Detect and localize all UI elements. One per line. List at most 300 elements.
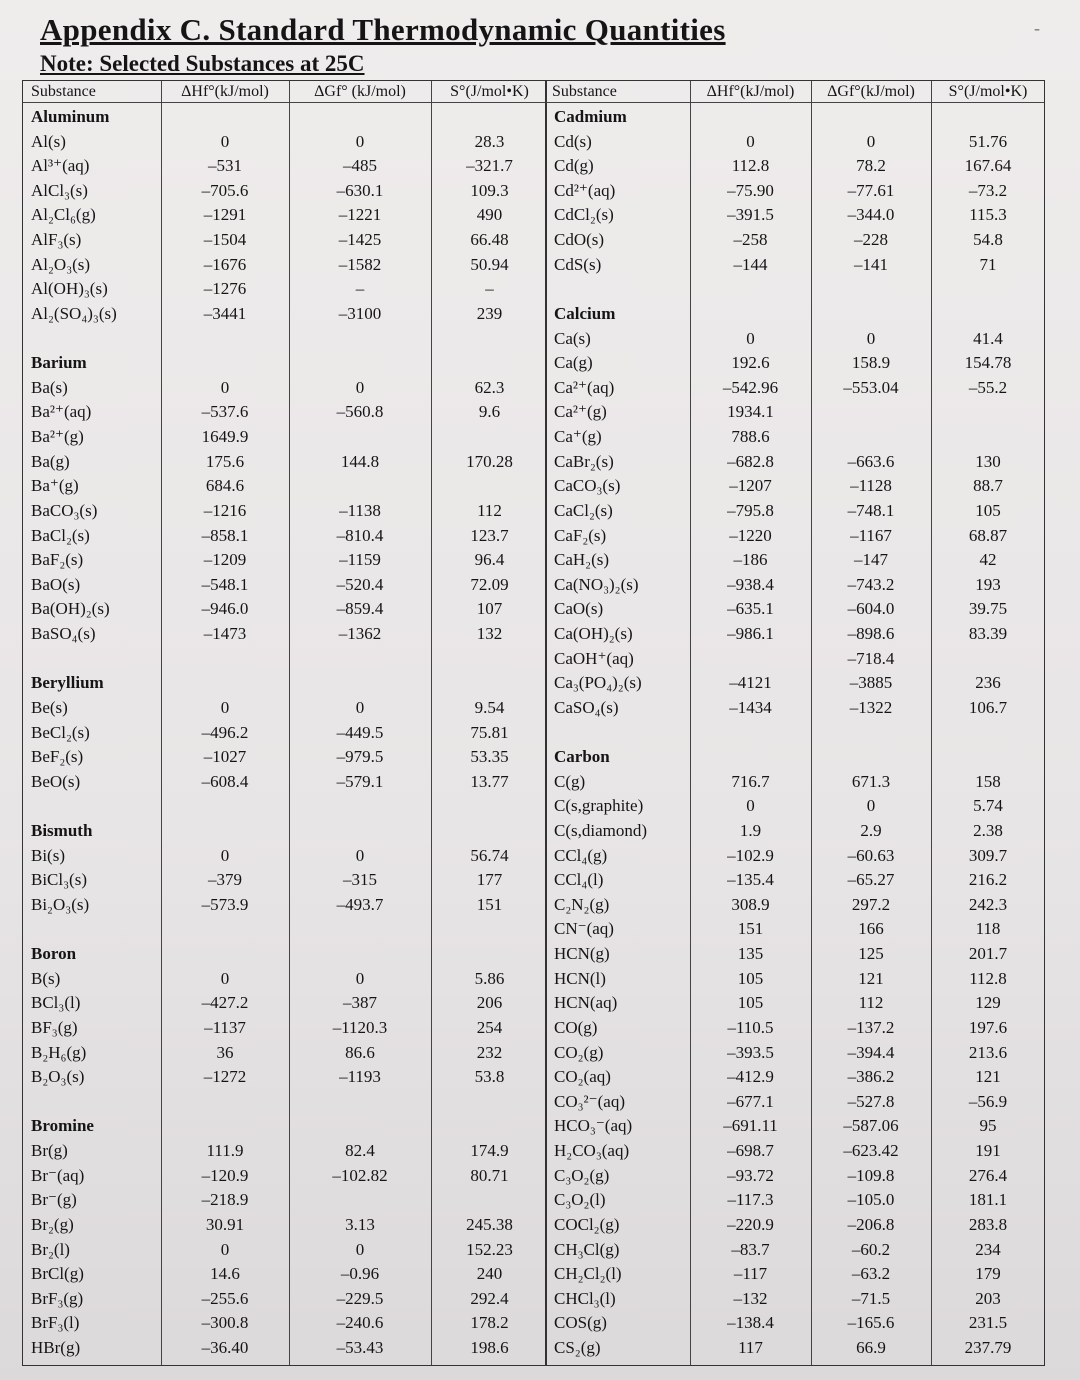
gibbs-value: 0 <box>866 328 876 348</box>
gibbs-value: –859.4 <box>336 599 384 619</box>
gibbs-value: –553.04 <box>843 377 899 397</box>
enthalpy-value: –1276 <box>203 279 247 299</box>
substance-name: Ba²⁺(aq) <box>31 402 92 422</box>
gibbs-value: –587.06 <box>843 1116 899 1136</box>
substance-name: CdCl₂(s) <box>554 205 614 225</box>
enthalpy-value: –531 <box>208 156 242 176</box>
page-note: Note: Selected Substances at 25C <box>40 51 365 76</box>
enthalpy-value <box>163 1090 287 1114</box>
gibbs-value <box>291 1090 429 1114</box>
section-heading: Calcium <box>554 303 616 323</box>
enthalpy-value: –677.1 <box>727 1091 774 1111</box>
enthalpy-value <box>692 647 809 671</box>
enthalpy-value: –1272 <box>203 1067 247 1087</box>
enthalpy-value: 0 <box>746 328 755 348</box>
enthalpy-value: 0 <box>220 377 230 397</box>
entropy-value <box>433 474 546 498</box>
enthalpy-value: –93.72 <box>727 1165 774 1185</box>
section-heading: Carbon <box>554 747 610 767</box>
enthalpy-value: 1934.1 <box>727 402 774 422</box>
substance-name: CH₂Cl₂(l) <box>554 1264 622 1284</box>
entropy-value: 174.9 <box>470 1141 509 1161</box>
entropy-value <box>433 917 546 941</box>
substance-name: COCl₂(g) <box>554 1214 620 1234</box>
entropy-value: 170.28 <box>466 451 513 471</box>
entropy-value: 232 <box>476 1042 503 1062</box>
entropy-value: 179 <box>975 1264 1001 1284</box>
gibbs-value: –623.42 <box>843 1141 899 1161</box>
gibbs-value: –344.0 <box>847 205 895 225</box>
gibbs-value: –1120.3 <box>332 1017 388 1037</box>
enthalpy-value: 151 <box>737 919 764 939</box>
entropy-value: 56.74 <box>470 845 509 865</box>
enthalpy-value: –102.9 <box>727 845 774 865</box>
gibbs-value <box>291 647 429 671</box>
substance-name: Cd²⁺(aq) <box>554 180 616 200</box>
enthalpy-value: –144 <box>733 254 768 274</box>
substance-name: C(g) <box>554 771 586 791</box>
header-enthalpy: ΔHf°(kJ/mol) <box>181 83 269 100</box>
enthalpy-value: –110.5 <box>727 1017 774 1037</box>
gibbs-value: –60.63 <box>847 845 895 865</box>
gibbs-value <box>813 721 929 745</box>
gibbs-value <box>291 917 429 941</box>
enthalpy-value: –393.5 <box>727 1042 774 1062</box>
entropy-value: 112 <box>477 500 502 520</box>
substance-name: H₂CO₃(aq) <box>554 1141 630 1161</box>
substance-name: CaSO₄(s) <box>554 697 619 717</box>
substance-name: Br₂(g) <box>31 1214 74 1234</box>
entropy-value: 68.87 <box>968 525 1008 545</box>
substance-name: Ba(s) <box>31 377 68 397</box>
entropy-value: –321.7 <box>466 156 513 176</box>
substance-name: Br₂(l) <box>31 1239 70 1259</box>
enthalpy-value: –1137 <box>204 1017 246 1037</box>
gibbs-value: –165.6 <box>847 1313 895 1333</box>
substance-name <box>31 327 159 351</box>
enthalpy-value <box>163 327 287 351</box>
enthalpy-value: –412.9 <box>727 1067 774 1087</box>
substance-name <box>554 721 688 745</box>
entropy-value: 121 <box>975 1067 1001 1087</box>
entropy-value: 83.39 <box>968 624 1008 644</box>
gibbs-value: –63.2 <box>851 1264 891 1284</box>
substance-name: Ba⁺(g) <box>31 476 79 496</box>
enthalpy-value: –4121 <box>729 673 772 693</box>
substance-name: CaCl₂(s) <box>554 500 613 520</box>
section-heading: Cadmium <box>554 107 627 126</box>
entropy-value: –56.9 <box>968 1091 1008 1111</box>
enthalpy-value: 716.7 <box>731 771 770 791</box>
gibbs-value: 66.9 <box>856 1338 886 1357</box>
enthalpy-value <box>692 277 809 301</box>
entropy-value: 177 <box>476 870 503 890</box>
entropy-value: 154.78 <box>964 353 1012 373</box>
gibbs-value: –147 <box>854 550 888 570</box>
gibbs-value: –228 <box>854 230 888 250</box>
gibbs-value: –53.43 <box>336 1338 384 1357</box>
entropy-value: 53.8 <box>474 1067 505 1087</box>
substance-name: C₃O₂(g) <box>554 1165 610 1185</box>
gibbs-value: –1425 <box>338 230 382 250</box>
gibbs-value: 0 <box>355 1239 365 1259</box>
substance-name: HCN(aq) <box>554 993 618 1013</box>
gibbs-value: –630.1 <box>336 180 384 200</box>
gibbs-value: –1128 <box>850 476 892 496</box>
enthalpy-value: –705.6 <box>201 180 249 200</box>
substance-name: Br⁻(g) <box>31 1190 77 1210</box>
enthalpy-value: 1.9 <box>739 820 762 840</box>
substance-name: Cd(s) <box>554 131 592 151</box>
entropy-value: 236 <box>975 673 1001 693</box>
entropy-value: 5.86 <box>474 968 505 988</box>
section-heading: Aluminum <box>31 107 110 126</box>
substance-name: CO(g) <box>554 1017 598 1037</box>
substance-name: Ca²⁺(aq) <box>554 377 615 397</box>
substance-name: Br⁻(aq) <box>31 1165 85 1185</box>
enthalpy-value: 1649.9 <box>201 427 249 447</box>
entropy-value: 234 <box>975 1239 1001 1259</box>
enthalpy-value <box>163 647 287 671</box>
enthalpy-value: –1473 <box>203 624 247 644</box>
substance-name: BaO(s) <box>31 574 81 594</box>
enthalpy-value: –117.3 <box>727 1190 774 1210</box>
substance-name: HCN(g) <box>554 944 610 964</box>
substance-name: CS₂(g) <box>554 1338 601 1357</box>
substance-name: Bi₂O₃(s) <box>31 894 90 914</box>
entropy-value <box>933 721 1043 745</box>
enthalpy-value: –608.4 <box>201 771 249 791</box>
substance-name: Ca(g) <box>554 353 593 373</box>
substance-name <box>31 1090 159 1114</box>
substance-name: Be(s) <box>31 697 68 717</box>
entropy-value: 130 <box>975 451 1001 471</box>
enthalpy-value: –1220 <box>729 525 772 545</box>
gibbs-value: –1193 <box>339 1067 381 1087</box>
entropy-value: 206 <box>476 993 503 1013</box>
enthalpy-value <box>163 917 287 941</box>
entropy-value <box>433 1188 546 1212</box>
gibbs-value: –0.96 <box>340 1264 380 1284</box>
entropy-value: 115.3 <box>969 205 1007 225</box>
enthalpy-value: –1504 <box>203 230 247 250</box>
enthalpy-value: 105 <box>737 968 764 988</box>
entropy-value: 309.7 <box>968 845 1008 865</box>
gibbs-value: –386.2 <box>847 1067 895 1087</box>
entropy-value: 276.4 <box>968 1165 1008 1185</box>
substance-name: Ca(OH)₂(s) <box>554 624 633 644</box>
substance-name: AlF₃(s) <box>31 230 82 250</box>
gibbs-value: –60.2 <box>851 1239 891 1259</box>
enthalpy-value: 0 <box>746 796 755 816</box>
gibbs-value: –810.4 <box>336 525 384 545</box>
enthalpy-value: –1207 <box>729 476 772 496</box>
gibbs-value <box>291 794 429 818</box>
gibbs-value: –1582 <box>338 254 382 274</box>
gibbs-value: –579.1 <box>336 771 384 791</box>
gibbs-value: –663.6 <box>847 451 895 471</box>
corner-mark: - <box>1034 18 1040 38</box>
entropy-value: 213.6 <box>968 1042 1008 1062</box>
enthalpy-value: 0 <box>746 131 755 151</box>
substance-name: Ca²⁺(g) <box>554 402 607 422</box>
column-rule <box>289 81 290 1365</box>
entropy-value: – <box>485 279 494 299</box>
entropy-value: 216.2 <box>968 870 1008 890</box>
gibbs-value: –3885 <box>849 673 893 693</box>
substance-name: Ca(s) <box>554 328 591 348</box>
substance-name: BaCO₃(s) <box>31 500 98 520</box>
gibbs-value: –77.61 <box>847 180 895 200</box>
gibbs-value: 0 <box>355 697 365 717</box>
substance-name: CO₂(aq) <box>554 1067 611 1087</box>
gibbs-value: 112 <box>858 993 884 1013</box>
gibbs-value: –604.0 <box>847 599 895 619</box>
gibbs-value: – <box>355 279 365 299</box>
table-right <box>545 80 1045 1366</box>
header-gibbs-right: ΔGf°(kJ/mol) <box>827 83 915 100</box>
entropy-value: 54.8 <box>973 230 1003 250</box>
gibbs-value <box>813 400 929 424</box>
enthalpy-value: 684.6 <box>205 476 245 496</box>
enthalpy-value: 0 <box>220 968 230 988</box>
gibbs-value: 166 <box>858 919 884 939</box>
substance-name: Al(OH)₃(s) <box>31 279 108 299</box>
entropy-value: 129 <box>975 993 1001 1013</box>
entropy-value <box>433 425 546 449</box>
substance-name: Bi(s) <box>31 845 65 865</box>
gibbs-value: 0 <box>355 377 365 397</box>
gibbs-value: –141 <box>854 254 888 274</box>
enthalpy-value <box>163 794 287 818</box>
gibbs-value <box>813 425 929 449</box>
gibbs-value: –898.6 <box>847 624 895 644</box>
gibbs-value: 671.3 <box>851 771 891 791</box>
substance-name: B₂H₆(g) <box>31 1042 87 1062</box>
entropy-value: 152.23 <box>466 1239 513 1259</box>
header-rule <box>23 102 546 103</box>
substance-name: AlCl₃(s) <box>31 180 88 200</box>
enthalpy-value: –1216 <box>203 500 247 520</box>
entropy-value: 254 <box>476 1017 503 1037</box>
entropy-value: 292.4 <box>470 1288 509 1308</box>
substance-name <box>31 794 159 818</box>
enthalpy-value: –542.96 <box>722 377 779 397</box>
entropy-value: 106.7 <box>968 697 1008 717</box>
entropy-value <box>433 1090 546 1114</box>
table-left <box>22 80 547 1366</box>
gibbs-value: 0 <box>866 131 876 151</box>
enthalpy-value: –220.9 <box>727 1214 774 1234</box>
section-heading: Barium <box>31 353 87 373</box>
gibbs-value: –527.8 <box>847 1091 895 1111</box>
entropy-value: 178.2 <box>470 1313 509 1333</box>
enthalpy-value: 36 <box>216 1042 234 1062</box>
enthalpy-value: –138.4 <box>727 1313 774 1333</box>
substance-name: HBr(g) <box>31 1338 81 1357</box>
entropy-value: 191 <box>975 1141 1001 1161</box>
substance-name: BeF₂(s) <box>31 747 84 767</box>
entropy-value <box>433 647 546 671</box>
entropy-value: 167.64 <box>964 156 1012 176</box>
gibbs-value: –485 <box>343 156 377 176</box>
entropy-value: 53.35 <box>470 747 509 767</box>
gibbs-value: –520.4 <box>336 574 384 594</box>
column-rule <box>690 81 691 1365</box>
enthalpy-value: –691.11 <box>723 1116 778 1136</box>
substance-name: Ca₃(PO₄)₂(s) <box>554 673 642 693</box>
substance-name: Ca(NO₃)₂(s) <box>554 574 639 594</box>
substance-name: CaBr₂(s) <box>554 451 614 471</box>
substance-name: BrCl(g) <box>31 1264 84 1284</box>
entropy-value: 28.3 <box>474 131 505 151</box>
substance-name: C₂N₂(g) <box>554 894 610 914</box>
enthalpy-value: –938.4 <box>727 574 774 594</box>
gibbs-value: –1138 <box>339 500 381 520</box>
entropy-value: 41.4 <box>973 328 1003 348</box>
gibbs-value: 0 <box>355 131 365 151</box>
entropy-value: 118 <box>975 919 1001 939</box>
substance-name: CHCl₃(l) <box>554 1288 616 1308</box>
header-substance: Substance <box>31 83 96 100</box>
enthalpy-value: 14.6 <box>210 1264 240 1284</box>
gibbs-value: 0 <box>355 968 365 988</box>
entropy-value: 42 <box>979 550 997 570</box>
substance-name: Al₂(SO₄)₃(s) <box>31 303 117 323</box>
enthalpy-value: –682.8 <box>727 451 774 471</box>
enthalpy-value: –255.6 <box>201 1288 249 1308</box>
section-heading: Beryllium <box>31 673 104 693</box>
entropy-value <box>933 277 1043 301</box>
gibbs-value <box>291 1188 429 1212</box>
entropy-value: –55.2 <box>968 377 1008 397</box>
enthalpy-value: 788.6 <box>731 427 770 447</box>
enthalpy-value: –1434 <box>729 697 772 717</box>
substance-name: Al₂O₃(s) <box>31 254 91 274</box>
enthalpy-value: 175.6 <box>205 451 245 471</box>
entropy-value: 75.81 <box>470 722 509 742</box>
header-entropy: S°(J/mol•K) <box>450 83 529 100</box>
section-heading: Bismuth <box>31 820 93 840</box>
enthalpy-value: –218.9 <box>201 1190 249 1210</box>
substance-name: CO₂(g) <box>554 1042 604 1062</box>
entropy-value: 66.48 <box>470 230 509 250</box>
substance-name: CH₃Cl(g) <box>554 1239 620 1259</box>
substance-name: Ba²⁺(g) <box>31 427 84 447</box>
entropy-value: 203 <box>975 1288 1001 1308</box>
gibbs-value: –979.5 <box>336 747 384 767</box>
entropy-value: 109.3 <box>470 180 509 200</box>
entropy-value: 50.94 <box>470 254 509 274</box>
enthalpy-value: –1676 <box>203 254 247 274</box>
substance-name: HCN(l) <box>554 968 606 988</box>
substance-name: Ba(OH)₂(s) <box>31 599 110 619</box>
enthalpy-value: –135.4 <box>727 870 774 890</box>
gibbs-value: 125 <box>858 944 884 964</box>
enthalpy-value: 0 <box>220 131 230 151</box>
gibbs-value: –1167 <box>850 525 892 545</box>
entropy-value: 9.6 <box>478 402 501 422</box>
gibbs-value: –229.5 <box>336 1288 384 1308</box>
enthalpy-value: –120.9 <box>201 1165 249 1185</box>
entropy-value <box>933 425 1043 449</box>
substance-name: Br(g) <box>31 1141 68 1161</box>
gibbs-value: –748.1 <box>847 500 895 520</box>
entropy-value: 62.3 <box>474 377 505 397</box>
enthalpy-value: –3441 <box>203 303 247 323</box>
entropy-value: 105 <box>975 500 1001 520</box>
substance-name: HCO₃⁻(aq) <box>554 1116 633 1136</box>
entropy-value: 198.6 <box>470 1338 509 1357</box>
gibbs-value: –387 <box>343 993 377 1013</box>
substance-name: Cd(g) <box>554 156 594 176</box>
entropy-value: 39.75 <box>968 599 1008 619</box>
substance-name: BeO(s) <box>31 771 81 791</box>
gibbs-value: 297.2 <box>851 894 891 914</box>
enthalpy-value: –83.7 <box>731 1239 770 1259</box>
substance-name: B(s) <box>31 968 61 988</box>
column-rule <box>811 81 812 1365</box>
enthalpy-value: 111.9 <box>206 1141 244 1161</box>
enthalpy-value: 192.6 <box>731 353 770 373</box>
substance-name: BCl₃(l) <box>31 993 81 1013</box>
section-heading: Bromine <box>31 1116 94 1136</box>
gibbs-value: –105.0 <box>847 1190 895 1210</box>
substance-name: C(s,graphite) <box>554 796 644 816</box>
entropy-value: 71 <box>979 254 997 274</box>
substance-name <box>554 277 688 301</box>
gibbs-value: –3100 <box>338 303 382 323</box>
entropy-value: 283.8 <box>968 1214 1008 1234</box>
substance-name: Al(s) <box>31 131 66 151</box>
substance-name: Al₂Cl₆(g) <box>31 205 96 225</box>
gibbs-value: –71.5 <box>851 1288 891 1308</box>
substance-name: BaSO₄(s) <box>31 624 96 644</box>
enthalpy-value: –258 <box>733 230 768 250</box>
substance-name: CaCO₃(s) <box>554 476 621 496</box>
entropy-value: 151 <box>476 894 503 914</box>
enthalpy-value: –132 <box>733 1288 768 1308</box>
enthalpy-value: –300.8 <box>201 1313 249 1333</box>
gibbs-value <box>813 277 929 301</box>
enthalpy-value: –1027 <box>203 747 247 767</box>
substance-name: BrF₃(g) <box>31 1288 84 1308</box>
entropy-value: 158 <box>975 771 1001 791</box>
enthalpy-value: –795.8 <box>727 500 774 520</box>
substance-name: B₂O₃(s) <box>31 1067 85 1087</box>
entropy-value: 80.71 <box>470 1165 509 1185</box>
entropy-value: 123.7 <box>470 525 509 545</box>
gibbs-value <box>291 425 429 449</box>
substance-name <box>31 917 159 941</box>
substance-name: BF₃(g) <box>31 1017 78 1037</box>
substance-name: BaCl₂(s) <box>31 525 90 545</box>
enthalpy-value: –1209 <box>203 550 247 570</box>
enthalpy-value: 135 <box>737 944 764 964</box>
substance-name: BiCl₃(s) <box>31 870 87 890</box>
entropy-value: 5.74 <box>973 796 1003 816</box>
entropy-value: 242.3 <box>968 894 1008 914</box>
entropy-value: 201.7 <box>968 944 1008 964</box>
entropy-value: 240 <box>476 1264 503 1284</box>
gibbs-value: –65.27 <box>847 870 895 890</box>
gibbs-value: 82.4 <box>345 1141 375 1161</box>
entropy-value: 51.76 <box>968 131 1008 151</box>
gibbs-value: –240.6 <box>336 1313 384 1333</box>
entropy-value: 181.1 <box>968 1190 1008 1210</box>
entropy-value: 237.79 <box>964 1338 1012 1357</box>
substance-name: BaF₂(s) <box>31 550 84 570</box>
